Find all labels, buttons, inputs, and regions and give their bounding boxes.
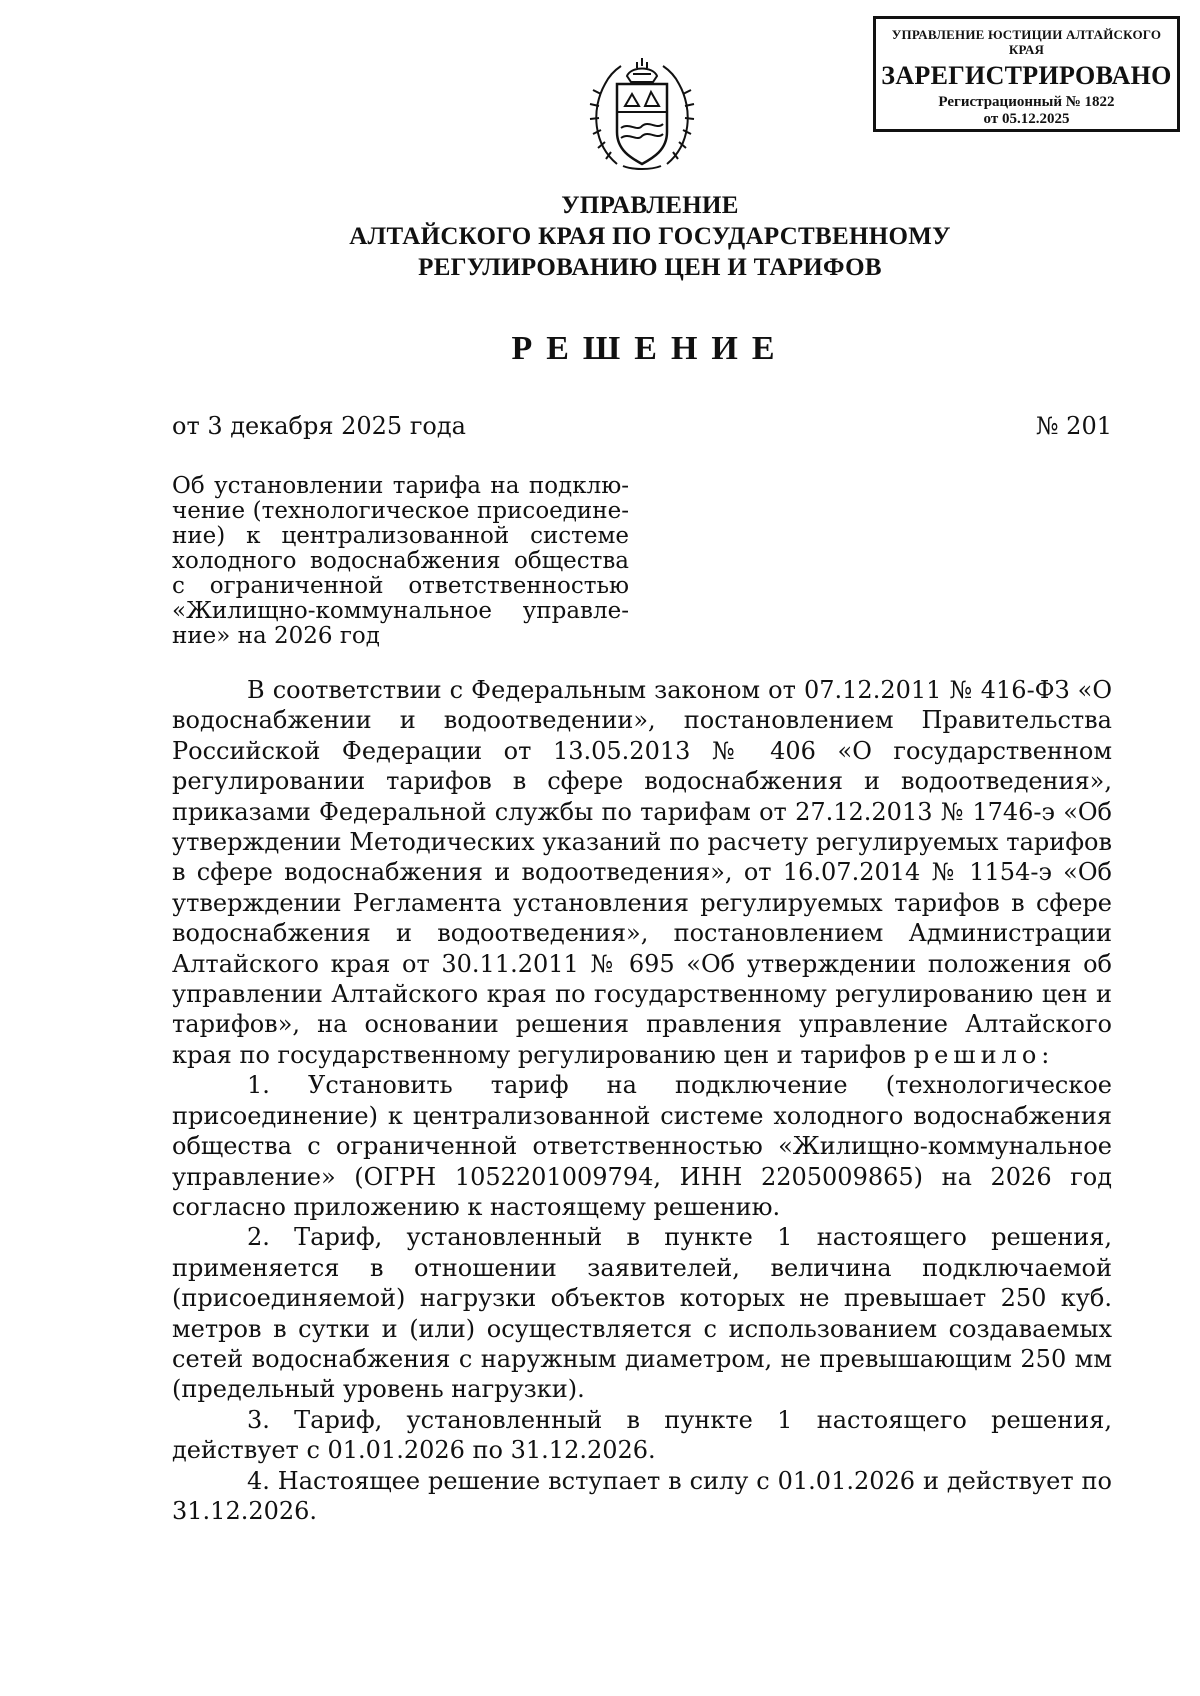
item-paragraph-2: 2. Тариф, установленный в пункте 1 настоящего решения, применяется в отношении заявителей, величина подключаемой (присоединяемой) нагрузки объектов которых не превышает 250 куб. метров в сутки и (или) осуществляется с использованием создаваемых сетей водоснабжения с наружным диаметром, не превышающим 250 мм (предельный уровень нагрузки). (172, 1223, 1112, 1404)
registration-stamp (873, 16, 1180, 132)
stamp-status: ЗАРЕГИСТРИРОВАНО (881, 61, 1172, 90)
resolved-suffix: : (1041, 1040, 1050, 1069)
authority-line-2: АЛТАЙСКОГО КРАЯ ПО ГОСУДАРСТВЕННОМУ (349, 223, 951, 250)
preamble-text: В соответствии с Федеральным законом от 07.12.2011 № 416-ФЗ «О водоснабжении и водоотведении», постановлением Правительства Российской Федерации от 13.05.2013 № 406 «О государственном регулировании тарифов в сфере водоснабжения и водоотведения», приказами Федеральной службы по тарифам от 27.12.2013 № 1746-э «Об утверждении Методических указаний по расчету регулируемых тарифов в сфере водоснабжения и водоотведения», от 16.07.2014 № 1154-э «Об утверждении Регламента установления регулируемых тарифов в сфере водоснабжения и водоотведения», постановлением Администрации Алтайского края от 30.11.2011 № 695 «Об утверждении положения об управлении Алтайского края по государственному регулированию цен и тарифов», на основании решения правления управление Алтайского края по государственному регулированию цен и тарифов (172, 676, 1112, 1069)
stamp-reg-number: Регистрационный № 1822 (938, 94, 1115, 110)
document-subject: Об установлении тарифа на подключение (технологическое присоединение) к централизованной системе холодного водоснабжения общества с ограниченной ответственностью «Жилищно-коммунальное управление» на 2026 год (172, 473, 629, 649)
stamp-authority: УПРАВЛЕНИЕ ЮСТИЦИИ АЛТАЙСКОГО КРАЯ (891, 27, 1162, 57)
resolved-word: решило (913, 1040, 1042, 1069)
document-body (172, 675, 1112, 1526)
item-paragraph-1: 1. Установить тариф на подключение (технологическое присоединение) к централизованной системе холодного водоснабжения общества с ограниченной ответственностью «Жилищно-коммунальное управление» (ОГРН 1052201009794, ИНН 2205009865) на 2026 год согласно приложению к настоящему решению. (172, 1071, 1112, 1221)
preamble-paragraph (172, 675, 1112, 1070)
authority-line-1: УПРАВЛЕНИЕ (561, 192, 739, 219)
document-type: РЕШЕНИЕ (511, 330, 789, 367)
document-date: от 3 декабря 2025 года (172, 412, 466, 440)
issuing-authority (150, 190, 1150, 283)
authority-line-3: РЕГУЛИРОВАНИЮ ЦЕН И ТАРИФОВ (418, 254, 882, 281)
document-number: № 201 (1035, 412, 1112, 440)
altai-krai-coat-of-arms-icon (587, 54, 697, 176)
item-paragraph-3: 3. Тариф, установленный в пункте 1 настоящего решения, действует с 01.01.2026 по 31.12.2026. (172, 1405, 1112, 1465)
stamp-reg-date: от 05.12.2025 (983, 111, 1070, 127)
item-paragraph-4: 4. Настоящее решение вступает в силу с 01.01.2026 и действует по 31.12.2026. (172, 1466, 1112, 1525)
